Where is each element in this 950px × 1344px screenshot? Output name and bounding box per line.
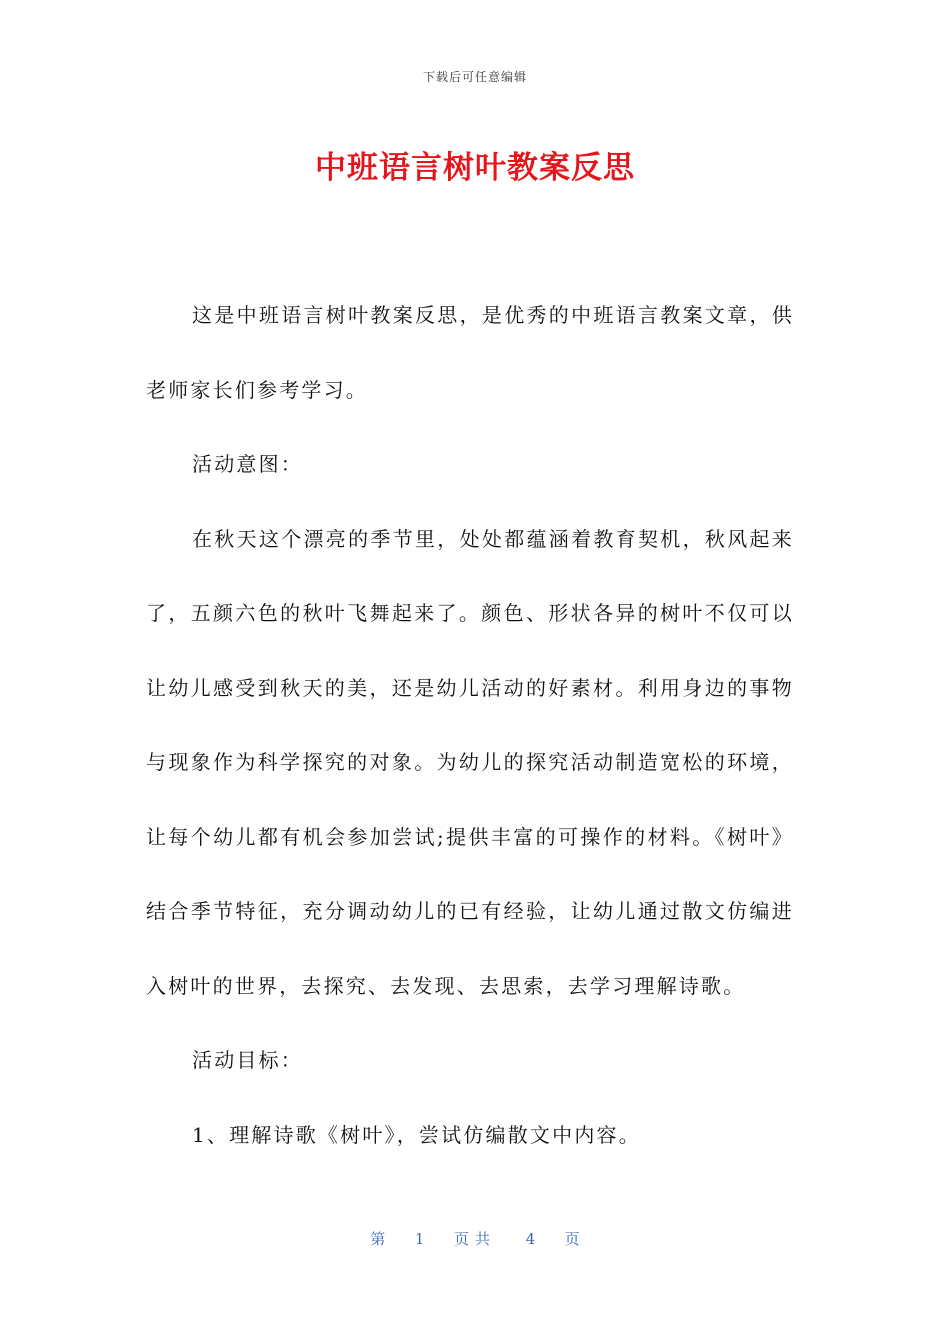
page-label-prefix: 第 bbox=[370, 1230, 386, 1248]
page-label-mid: 页共 bbox=[453, 1230, 496, 1248]
paragraph-intro: 这是中班语言树叶教案反思，是优秀的中班语言教案文章，供老师家长们参考学习。 bbox=[146, 303, 794, 402]
header-note: 下载后可任意编辑 bbox=[422, 70, 527, 84]
document-body bbox=[146, 278, 794, 1172]
paragraph-intent-body: 在秋天这个漂亮的季节里，处处都蕴涵着教育契机，秋风起来了，五颜六色的秋叶飞舞起来了。颜色、形状各异的树叶不仅可以让幼儿感受到秋天的美，还是幼儿活动的好素材。利用身边的事物与现象作为科学探究的对象。为幼儿的探究活动制造宽松的环境，让每个幼儿都有机会参加尝试;提供丰富的可操作的材料。《树叶》结合季节特征，充分调动幼儿的已有经验，让幼儿通过散文仿编进入树叶的世界，去探究、去发现、去思索，去学习理解诗歌。 bbox=[146, 526, 794, 998]
document-title: 中班语言树叶教案反思 bbox=[315, 150, 635, 186]
page-footer bbox=[0, 1228, 950, 1249]
paragraph-intent-heading: 活动意图： bbox=[192, 452, 303, 476]
paragraph-goals-heading: 活动目标： bbox=[192, 1048, 303, 1072]
page-label-suffix: 页 bbox=[564, 1230, 580, 1248]
page-total: 4 bbox=[525, 1230, 536, 1248]
paragraph-goal-1: 1、理解诗歌《树叶》，尝试仿编散文中内容。 bbox=[192, 1122, 641, 1147]
page-number: 1 bbox=[414, 1230, 425, 1248]
